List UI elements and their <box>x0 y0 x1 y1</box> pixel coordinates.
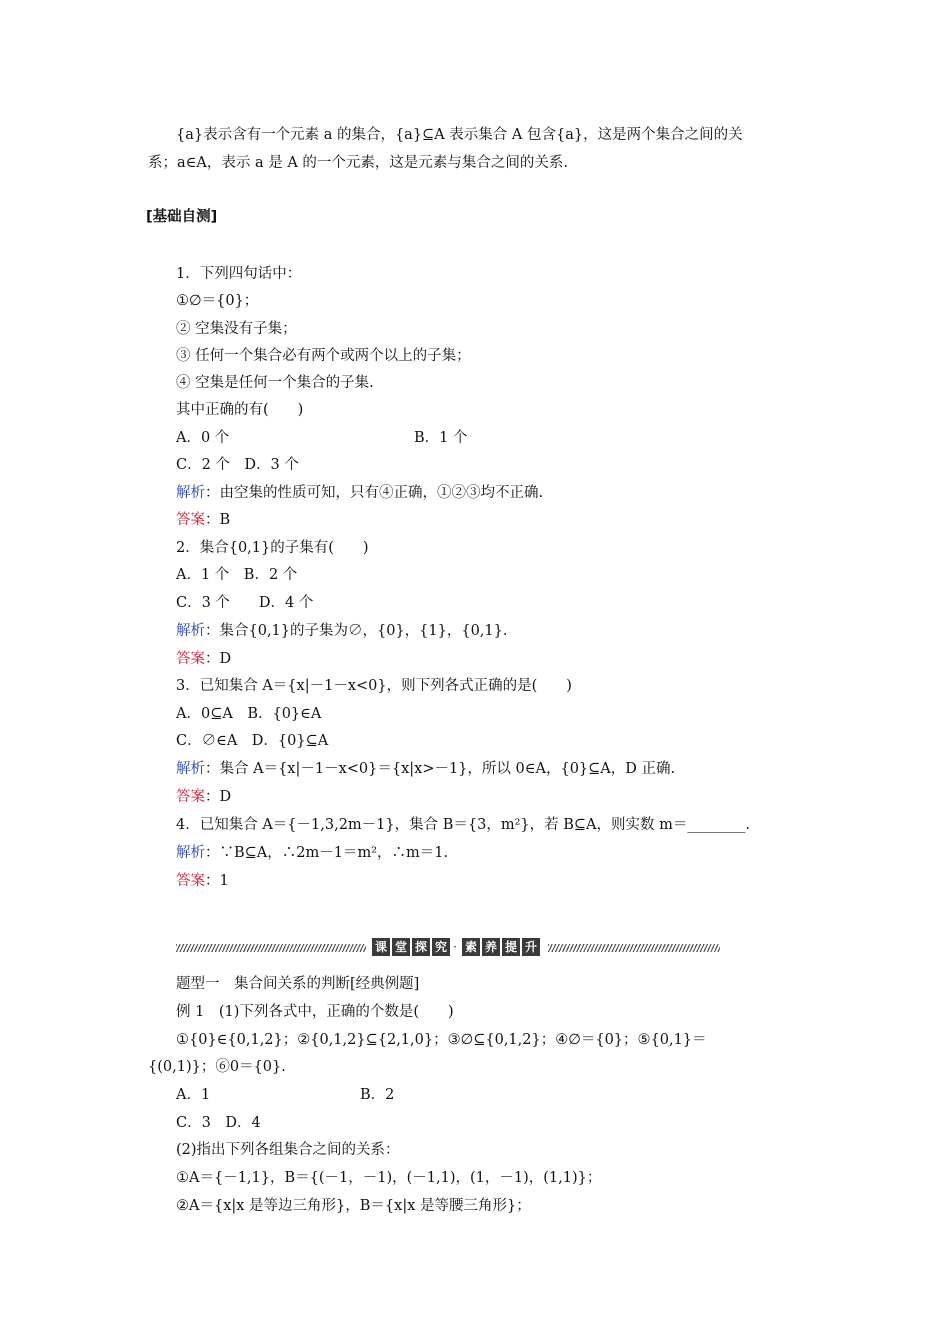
topic-title: 题型一 集合间关系的判断[经典例题] <box>176 976 420 992</box>
q4-answer <box>176 871 229 891</box>
example-1-option-a: A．1 <box>176 1087 211 1103</box>
answer-label: 答案 <box>176 873 205 889</box>
answer-text: ：1 <box>205 873 229 889</box>
q2-analysis <box>176 621 507 641</box>
q1-option-b: B．1 个 <box>414 430 468 446</box>
banner-char: 探 <box>412 938 430 956</box>
q2-stem: 2．集合{0,1}的子集有( ) <box>176 540 369 556</box>
q1-stem: 1．下列四句话中： <box>176 266 302 282</box>
banner-hatch-left <box>176 944 366 952</box>
answer-text: ：D <box>205 651 232 667</box>
q1-statement-3: ③ 任何一个集合必有两个或两个以上的子集； <box>176 348 471 364</box>
section-title: [基础自测] <box>146 209 218 225</box>
q3-option-cd: C．∅∈A D．{0}⊆A <box>176 733 329 749</box>
q1-statement-4: ④ 空集是任何一个集合的子集. <box>176 375 374 391</box>
analysis-label: 解析 <box>176 623 205 639</box>
analysis-text: ：集合 A＝{x|－1－x<0}＝{x|x>－1}，所以 0∈A，{0}⊆A，D 正确. <box>205 761 676 777</box>
q2-option-ab: A．1 个 B．2 个 <box>176 567 298 583</box>
analysis-label: 解析 <box>176 485 205 501</box>
q3-option-ab: A．0⊆A B．{0}∈A <box>176 706 322 722</box>
section-banner <box>176 938 721 958</box>
q3-answer <box>176 787 231 807</box>
q2-answer <box>176 649 231 669</box>
q1-analysis <box>176 483 543 503</box>
example-1-line-1: ①{0}∈{0,1,2}；②{0,1,2}⊆{2,1,0}；③∅⊆{0,1,2}；④∅＝{0}；⑤{0,1}＝ <box>176 1032 707 1048</box>
banner-hatch-right <box>548 944 720 952</box>
banner-char: 堂 <box>392 938 410 956</box>
banner-char: 素 <box>462 938 480 956</box>
banner-char: 升 <box>522 938 540 956</box>
intro-line-1: {a}表示含有一个元素 a 的集合，{a}⊆A 表示集合 A 包含{a}，这是两个集合之间的关 <box>176 127 743 143</box>
banner-separator: · <box>453 940 457 954</box>
q1-option-cd: C．2 个 D．3 个 <box>176 457 299 473</box>
example-1-option-b: B．2 <box>360 1087 395 1103</box>
q3-stem: 3．已知集合 A＝{x|－1－x<0}，则下列各式正确的是( ) <box>176 678 572 694</box>
example-1-part-2: (2)指出下列各组集合之间的关系： <box>176 1142 400 1158</box>
banner-char: 养 <box>482 938 500 956</box>
example-1-part-2-item-1: ①A＝{－1,1}，B＝{(－1，－1)，(－1,1)，(1，－1)，(1,1)}； <box>176 1170 602 1186</box>
q3-analysis <box>176 759 675 779</box>
example-1-stem: 例 1 (1)下列各式中，正确的个数是( ) <box>176 1004 454 1020</box>
q2-option-cd: C．3 个 D．4 个 <box>176 595 314 611</box>
analysis-text: ：∵B⊆A，∴2m－1＝m²，∴m＝1. <box>205 845 449 861</box>
q1-ask: 其中正确的有( ) <box>176 402 304 418</box>
banner-char: 课 <box>372 938 390 956</box>
example-1-part-2-item-2: ②A＝{x|x 是等边三角形}，B＝{x|x 是等腰三角形}； <box>176 1198 531 1214</box>
example-1-option-cd: C．3 D．4 <box>176 1115 261 1131</box>
answer-label: 答案 <box>176 651 205 667</box>
q1-answer <box>176 510 230 530</box>
intro-line-2: 系；a∈A，表示 a 是 A 的一个元素，这是元素与集合之间的关系. <box>148 155 569 171</box>
banner-char: 提 <box>502 938 520 956</box>
answer-label: 答案 <box>176 512 205 528</box>
answer-text: ：B <box>205 512 231 528</box>
analysis-text: ：由空集的性质可知，只有④正确，①②③均不正确. <box>205 485 544 501</box>
q4-stem: 4．已知集合 A＝{－1,3,2m－1}，集合 B＝{3，m²}，若 B⊆A，则实数 m＝________. <box>176 817 750 833</box>
analysis-label: 解析 <box>176 761 205 777</box>
example-1-line-2: {(0,1)}；⑥0＝{0}. <box>148 1059 286 1075</box>
banner-char: 究 <box>432 938 450 956</box>
q1-statement-1: ①∅＝{0}； <box>176 293 259 309</box>
q4-analysis <box>176 843 448 863</box>
analysis-label: 解析 <box>176 845 205 861</box>
q1-statement-2: ② 空集没有子集； <box>176 321 297 337</box>
answer-label: 答案 <box>176 789 205 805</box>
answer-text: ：D <box>205 789 232 805</box>
q1-option-a: A．0 个 <box>176 430 230 446</box>
analysis-text: ：集合{0,1}的子集为∅，{0}，{1}，{0,1}. <box>205 623 508 639</box>
